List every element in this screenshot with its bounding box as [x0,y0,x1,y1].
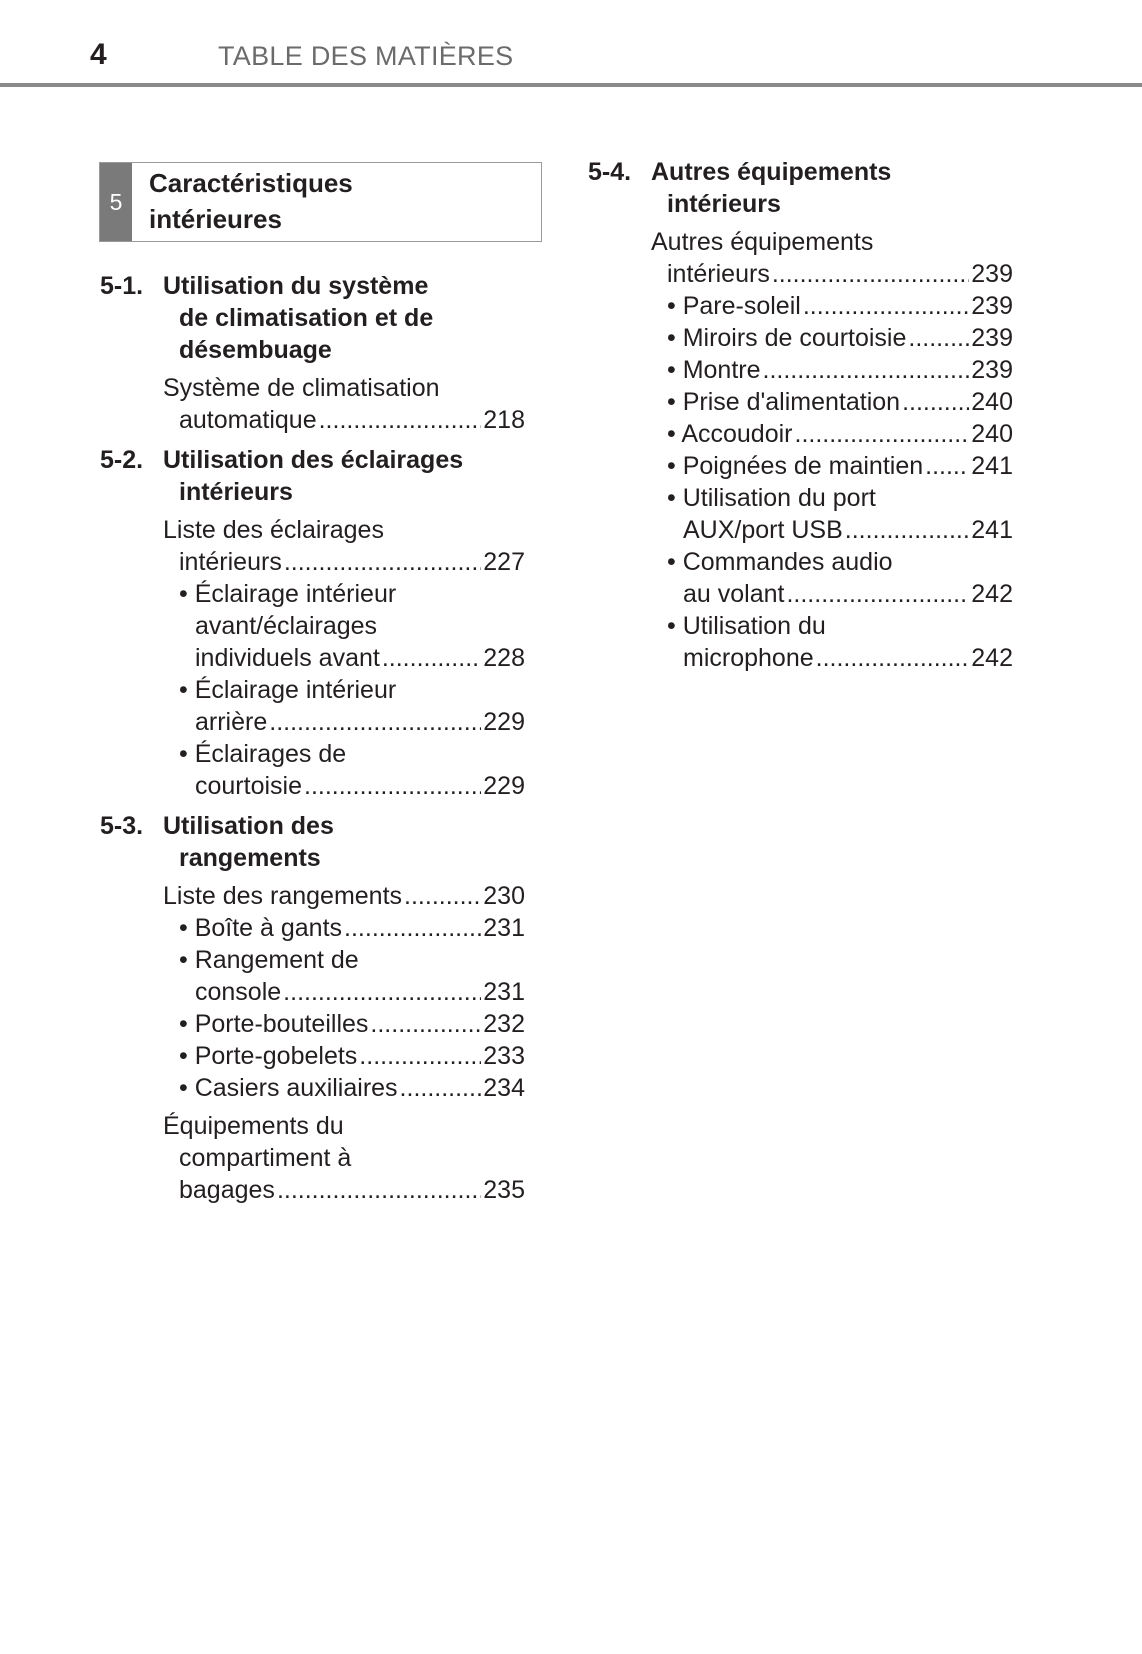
chapter-number-tab: 5 [100,163,132,241]
section-title-5-3-line2: rangements [179,844,321,872]
toc-subentry-commandes-audio-line1[interactable]: • Commandes audio [667,548,893,576]
page-ref: 241 [971,516,1013,544]
toc-subentry-eclairage-arriere-line1[interactable]: • Éclairage intérieur [179,676,397,704]
header-title: TABLE DES MATIÈRES [218,41,514,71]
toc-label: • Casiers auxiliaires [179,1074,398,1102]
dot-leader [277,1174,481,1206]
page-ref: 234 [483,1074,525,1102]
toc-subentry-eclairages-courtoisie-line1[interactable]: • Éclairages de [179,740,347,768]
toc-subentry-eclairage-avant[interactable] [195,642,525,674]
toc-label: AUX/port USB [683,516,843,544]
section-number-5-3: 5-3. [100,812,144,840]
toc-entry-equipements-bagages-line2[interactable]: compartiment à [179,1144,352,1172]
toc-subentry-eclairage-avant-line2[interactable]: avant/éclairages [195,612,378,640]
toc-label: console [195,978,282,1006]
dot-leader [382,642,481,674]
dot-leader [786,578,969,610]
dot-leader [344,912,481,944]
dot-leader [284,546,481,578]
section-number-5-1: 5-1. [100,272,144,300]
toc-label: automatique [179,406,317,434]
toc-subentry-boite-a-gants[interactable] [179,912,525,944]
page-ref: 239 [971,260,1013,288]
header-rule [0,83,1142,87]
toc-entry-liste-rangements[interactable] [163,880,525,912]
toc-subentry-eclairages-courtoisie[interactable] [195,770,525,802]
page-ref: 228 [483,644,525,672]
toc-subentry-port-aux-usb[interactable] [683,514,1013,546]
dot-leader [772,258,969,290]
toc-subentry-microphone-line1[interactable]: • Utilisation du [667,612,826,640]
page-ref: 235 [483,1176,525,1204]
dot-leader [816,642,970,674]
toc-subentry-rangement-console-line1[interactable]: • Rangement de [179,946,359,974]
toc-subentry-miroirs-courtoisie[interactable] [667,322,1013,354]
section-title-5-3-line1: Utilisation des [163,812,334,840]
toc-subentry-casiers-auxiliaires[interactable] [179,1072,525,1104]
dot-leader [400,1072,482,1104]
toc-label: • Pare-soleil [667,292,801,320]
toc-subentry-porte-gobelets[interactable] [179,1040,525,1072]
page-ref: 232 [483,1010,525,1038]
dot-leader [319,404,482,436]
toc-subentry-commandes-audio[interactable] [683,578,1013,610]
page-ref: 239 [971,324,1013,352]
chapter-heading-box [99,162,542,242]
section-title-5-2-line2: intérieurs [179,478,293,506]
toc-subentry-rangement-console[interactable] [195,976,525,1008]
toc-label: courtoisie [195,772,302,800]
toc-label: • Miroirs de courtoisie [667,324,907,352]
chapter-title [149,165,353,237]
dot-leader [763,354,970,386]
toc-label: • Porte-gobelets [179,1042,358,1070]
page-ref: 239 [971,292,1013,320]
toc-label: intérieurs [667,260,770,288]
toc-label: • Montre [667,356,761,384]
page-ref: 229 [483,708,525,736]
section-title-5-1-line3: désembuage [179,336,332,364]
dot-leader [370,1008,481,1040]
toc-subentry-accoudoir[interactable] [667,418,1013,450]
toc-subentry-port-aux-usb-line1[interactable]: • Utilisation du port [667,484,876,512]
toc-label: • Prise d'alimentation [667,388,901,416]
toc-entry-autres-equipements-line1[interactable]: Autres équipements [651,228,874,256]
chapter-title-line2: intérieures [149,204,282,234]
section-title-5-1-line1: Utilisation du système [163,272,429,300]
page-number: 4 [90,38,107,71]
dot-leader [404,880,481,912]
toc-subentry-pare-soleil[interactable] [667,290,1013,322]
dot-leader [845,514,970,546]
section-number-5-2: 5-2. [100,446,144,474]
toc-label: Liste des rangements [163,882,403,910]
section-number-5-4: 5-4. [588,158,632,186]
dot-leader [803,290,969,322]
dot-leader [359,1040,481,1072]
dot-leader [795,418,970,450]
toc-subentry-eclairage-avant-line1[interactable]: • Éclairage intérieur [179,580,397,608]
chapter-title-line1: Caractéristiques [149,168,353,198]
toc-label: intérieurs [179,548,282,576]
page-ref: 229 [483,772,525,800]
toc-label: microphone [683,644,814,672]
toc-subentry-poignees-maintien[interactable] [667,450,1013,482]
page-ref: 231 [483,914,525,942]
page-ref: 242 [971,644,1013,672]
toc-label: • Poignées de maintien [667,452,924,480]
section-title-5-4-line1: Autres équipements [651,158,892,186]
page-ref: 241 [971,452,1013,480]
page-ref: 240 [971,388,1013,416]
toc-subentry-porte-bouteilles[interactable] [179,1008,525,1040]
toc-label: • Boîte à gants [179,914,343,942]
toc-label: • Porte-bouteilles [179,1010,369,1038]
toc-entry-equipements-bagages-line1[interactable]: Équipements du [163,1112,344,1140]
toc-label: bagages [179,1176,275,1204]
toc-label: individuels avant [195,644,380,672]
page-ref: 242 [971,580,1013,608]
toc-subentry-eclairage-arriere[interactable] [195,706,525,738]
section-title-5-2-line1: Utilisation des éclairages [163,446,464,474]
toc-entry-climatisation-line1[interactable]: Système de climatisation [163,374,440,402]
page-ref: 227 [483,548,525,576]
dot-leader [269,706,481,738]
toc-label: arrière [195,708,268,736]
toc-subentry-prise-alimentation[interactable] [667,386,1013,418]
page-ref: 239 [971,356,1013,384]
dot-leader [925,450,969,482]
section-title-5-4-line2: intérieurs [667,190,781,218]
toc-subentry-microphone[interactable] [683,642,1013,674]
toc-label: au volant [683,580,785,608]
toc-entry-equipements-bagages[interactable] [179,1174,525,1206]
dot-leader [304,770,481,802]
toc-entry-climatisation[interactable] [179,404,525,436]
dot-leader [908,322,969,354]
page-ref: 230 [483,882,525,910]
toc-entry-liste-eclairages[interactable] [179,546,525,578]
toc-subentry-montre[interactable] [667,354,1013,386]
dot-leader [283,976,481,1008]
section-title-5-1-line2: de climatisation et de [179,304,434,332]
toc-entry-liste-eclairages-line1[interactable]: Liste des éclairages [163,516,384,544]
toc-entry-autres-equipements[interactable] [667,258,1013,290]
toc-label: • Accoudoir [667,420,793,448]
page-ref: 218 [483,406,525,434]
page-ref: 231 [483,978,525,1006]
page-ref: 240 [971,420,1013,448]
page-ref: 233 [483,1042,525,1070]
dot-leader [902,386,969,418]
